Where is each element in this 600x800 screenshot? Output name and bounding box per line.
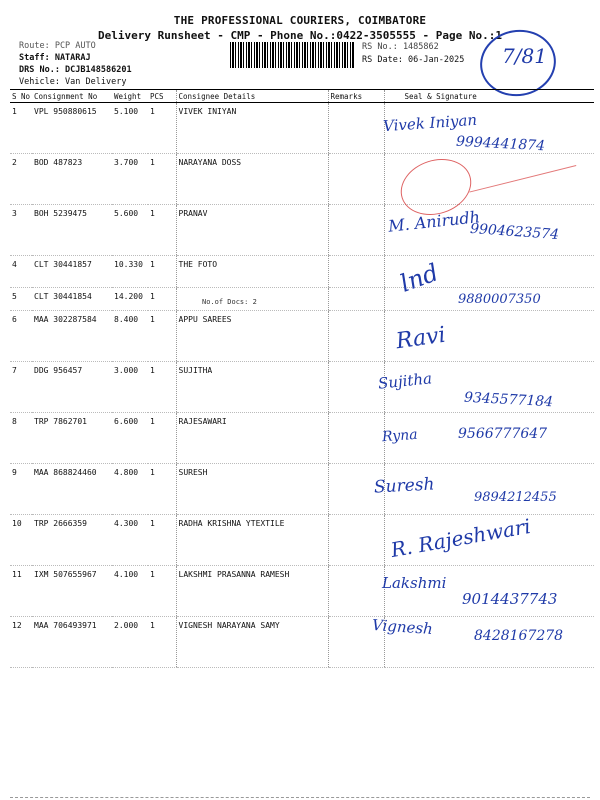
row-signature [384, 362, 594, 413]
runsheet-table [10, 89, 594, 668]
table-row [10, 413, 594, 464]
table-row [10, 205, 594, 256]
col-header-sno: S No [12, 91, 31, 101]
row-remarks [328, 566, 384, 617]
signature-row-11: Lakshmi [382, 574, 447, 592]
staff-label: Staff: NATARAJ [19, 53, 91, 63]
row-weight: 10.330 [112, 256, 148, 288]
signature-row-9: Suresh [373, 474, 435, 498]
row-pcs: 1 [148, 205, 176, 256]
row-sno: 4 [10, 256, 32, 288]
table-row [10, 464, 594, 515]
row-consignee: RADHA KRISHNA YTEXTILE [176, 515, 328, 566]
row-pcs: 1 [148, 154, 176, 205]
row-sno: 8 [10, 413, 32, 464]
row-consignment: TRP 7862701 [32, 413, 112, 464]
rs-date: RS Date: 06-Jan-2025 [362, 55, 465, 65]
row-sno: 5 [10, 288, 32, 311]
row-remarks [328, 205, 384, 256]
row-consignee: SURESH [176, 464, 328, 515]
signature-row-1: Vivek Iniyan [382, 110, 478, 136]
row-weight: 5.100 [112, 103, 148, 154]
signature-row-10: R. Rajeshwari [388, 513, 533, 563]
row-pcs: 1 [148, 362, 176, 413]
row-consignment: CLT 30441857 [32, 256, 112, 288]
row-remarks [328, 154, 384, 205]
row-remarks [328, 464, 384, 515]
row-remarks [328, 413, 384, 464]
table-header-row [10, 90, 594, 103]
table-row [10, 288, 594, 311]
signature-row-4: lnd [396, 258, 443, 298]
row-consignment: CLT 30441854 [32, 288, 112, 311]
row-pcs: 1 [148, 256, 176, 288]
row-consignment: MAA 302287584 [32, 311, 112, 362]
row-sno: 10 [10, 515, 32, 566]
drs-number: DRS No.: DCJB148586201 [19, 65, 132, 75]
row-consignment: MAA 706493971 [32, 617, 112, 668]
row-remarks [328, 362, 384, 413]
table-row [10, 617, 594, 668]
row-remarks [328, 515, 384, 566]
row-weight: 5.600 [112, 205, 148, 256]
row-consignee: RAJESAWARI [176, 413, 328, 464]
page-bottom-rule [10, 797, 590, 798]
vehicle-label: Vehicle: Van Delivery [19, 77, 127, 87]
row-consignee: SUJITHA [176, 362, 328, 413]
col-header-consignee: Consignee Details [176, 90, 328, 103]
circled-mark-text: 7/81 [502, 44, 547, 68]
row-remarks [328, 311, 384, 362]
row-weight: 4.100 [112, 566, 148, 617]
row-consignment: TRP 2666359 [32, 515, 112, 566]
signature-row-12: Vignesh [371, 615, 434, 639]
rs-number: RS No.: 1485862 [362, 42, 439, 52]
row-weight: 3.700 [112, 154, 148, 205]
row-remarks [328, 256, 384, 288]
barcode-image [230, 42, 355, 68]
row-pcs: 1 [148, 288, 176, 311]
row-pcs: 1 [148, 103, 176, 154]
route-label: Route: PCP AUTO [19, 41, 96, 51]
row-pcs: 1 [148, 617, 176, 668]
row-pcs: 1 [148, 515, 176, 566]
row-sno: 9 [10, 464, 32, 515]
row-weight: 8.400 [112, 311, 148, 362]
phone-row-8: 9566777647 [458, 426, 548, 442]
row-consignee: THE FOTO [176, 256, 328, 288]
row-consignee: LAKSHMI PRASANNA RAMESH [176, 566, 328, 617]
row-signature [384, 311, 594, 362]
row-signature [384, 103, 594, 154]
row-consignee: VIVEK INIYAN [176, 103, 328, 154]
row-weight: 14.200 [112, 288, 148, 311]
row-remarks [328, 288, 384, 311]
row-weight: 2.000 [112, 617, 148, 668]
table-row [10, 515, 594, 566]
row-consignment: BOD 487823 [32, 154, 112, 205]
row-signature [384, 256, 594, 288]
col-header-consignment: Consignment No [32, 90, 112, 103]
row-consignment: DDG 956457 [32, 362, 112, 413]
phone-row-9: 9894212455 [474, 490, 557, 505]
table-row [10, 311, 594, 362]
row-consignee: NARAYANA DOSS [176, 154, 328, 205]
table-row [10, 566, 594, 617]
document-subtitle: Delivery Runsheet - CMP - Phone No.:0422-3505555 - Page No.:1 [98, 29, 502, 42]
row-weight: 6.600 [112, 413, 148, 464]
phone-row-3: 9904623574 [469, 220, 560, 244]
row-consignee: APPU SAREES [176, 311, 328, 362]
row-weight: 4.300 [112, 515, 148, 566]
row-sno: 11 [10, 566, 32, 617]
signature-row-3: M. Anirudh [387, 207, 481, 236]
row-consignment: IXM 507655967 [32, 566, 112, 617]
col-header-pcs: PCS [148, 90, 176, 103]
row-remarks [328, 617, 384, 668]
row-consignment: MAA 868824460 [32, 464, 112, 515]
row-pcs: 1 [148, 464, 176, 515]
row-sno: 1 [10, 103, 32, 154]
row-consignment: BOH 5239475 [32, 205, 112, 256]
row-remarks [328, 103, 384, 154]
row-consignee: PRANAV [176, 205, 328, 256]
row-pcs: 1 [148, 566, 176, 617]
phone-row-11: 9014437743 [462, 590, 558, 608]
document-title: THE PROFESSIONAL COURIERS, COIMBATORE [173, 14, 427, 27]
table-row [10, 362, 594, 413]
row-signature [384, 464, 594, 515]
docs-count-note: No.of Docs: 2 [202, 298, 257, 306]
signature-row-8: Ryna [381, 426, 419, 446]
col-header-weight: Weight [112, 90, 148, 103]
row-pcs: 1 [148, 311, 176, 362]
col-header-signature: Seal & Signature [384, 90, 594, 103]
phone-row-4: 9880007350 [458, 292, 541, 307]
row-signature [384, 566, 594, 617]
signature-row-6: Ravi [394, 322, 448, 355]
phone-row-7: 9345577184 [463, 389, 554, 411]
phone-row-1: 9994441874 [455, 133, 546, 155]
row-sno: 6 [10, 311, 32, 362]
col-header-remarks: Remarks [328, 90, 384, 103]
row-pcs: 1 [148, 413, 176, 464]
row-signature [384, 413, 594, 464]
row-signature [384, 515, 594, 566]
row-signature [384, 288, 594, 311]
row-weight: 3.000 [112, 362, 148, 413]
row-sno: 3 [10, 205, 32, 256]
row-consignee: VIGNESH NARAYANA SAMY [176, 617, 328, 668]
row-sno: 7 [10, 362, 32, 413]
table-row [10, 103, 594, 154]
phone-row-12: 8428167278 [474, 628, 564, 644]
row-sno: 12 [10, 617, 32, 668]
signature-row-7: Sujitha [377, 369, 433, 393]
row-weight: 4.800 [112, 464, 148, 515]
table-row [10, 256, 594, 288]
row-consignment: VPL 950880615 [32, 103, 112, 154]
row-sno: 2 [10, 154, 32, 205]
row-signature [384, 617, 594, 668]
